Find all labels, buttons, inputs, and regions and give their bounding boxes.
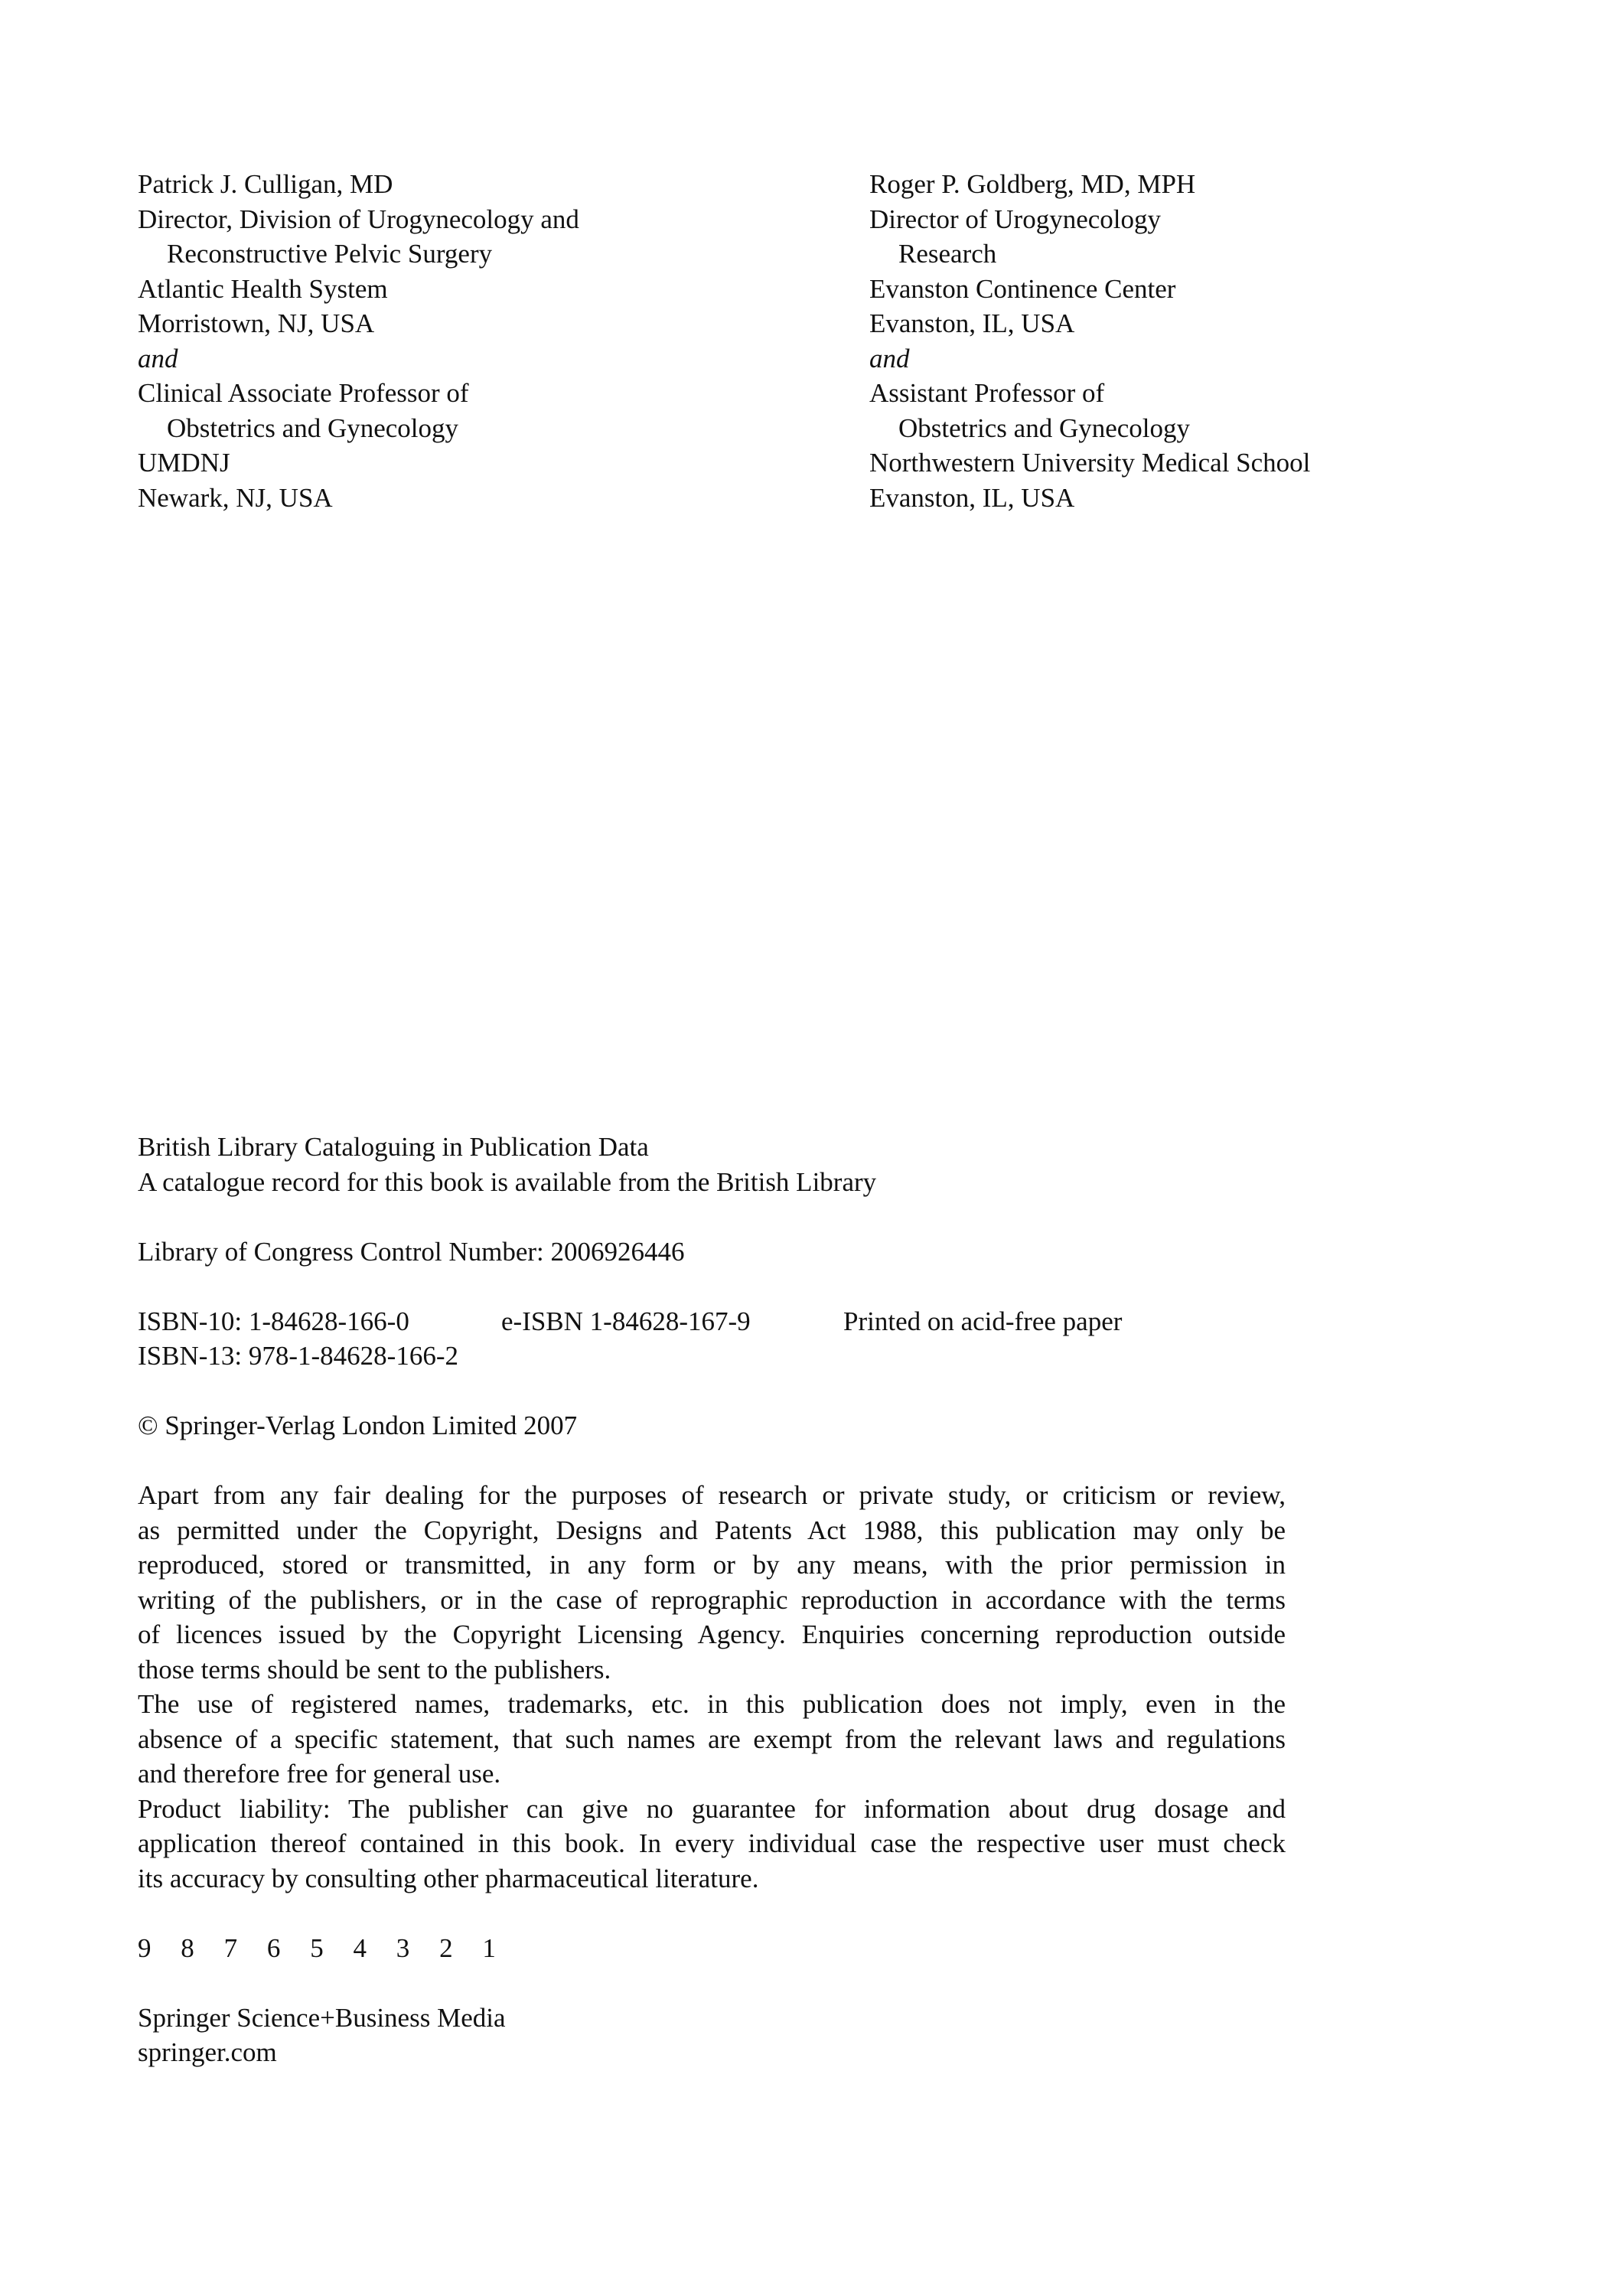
legal-line: those terms should be sent to the publishers. xyxy=(138,1654,611,1684)
author-left-line: Patrick J. Culligan, MD xyxy=(138,169,393,199)
legal-paragraph-liability xyxy=(138,1792,1286,1896)
imprint-block xyxy=(138,1130,1286,2070)
legal-line: and therefore free for general use. xyxy=(138,1759,501,1789)
publisher-url: springer.com xyxy=(138,2037,277,2067)
isbn-10: ISBN-10: 1-84628-166-0 xyxy=(138,1306,409,1336)
legal-paragraph-trademarks xyxy=(138,1687,1286,1792)
acid-free-paper-note: Printed on acid-free paper xyxy=(843,1306,1123,1336)
printing-digit: 4 xyxy=(353,1932,367,1963)
author-right-line: Evanston, IL, USA xyxy=(869,308,1075,338)
printing-digit: 1 xyxy=(482,1932,496,1963)
legal-line: of licences issued by the Copyright Licensing Agency. Enquiries concerning reproduction outside xyxy=(138,1619,1286,1649)
author-right-line: and xyxy=(869,343,910,373)
author-left-line: Clinical Associate Professor of xyxy=(138,378,469,408)
author-left xyxy=(138,167,579,515)
printing-digit: 5 xyxy=(310,1932,324,1963)
author-left-line: Director, Division of Urogynecology and xyxy=(138,204,579,234)
loc-control-number: Library of Congress Control Number: 2006926446 xyxy=(138,1236,685,1267)
author-right-line: Director of Urogynecology xyxy=(869,204,1161,234)
author-left-line: Morristown, NJ, USA xyxy=(138,308,375,338)
author-right-line: Roger P. Goldberg, MD, MPH xyxy=(869,169,1196,199)
author-left-line: Newark, NJ, USA xyxy=(138,482,333,513)
printing-line xyxy=(138,1931,1286,1966)
legal-line: reproduced, stored or transmitted, in any form or by any means, with the prior permission in xyxy=(138,1550,1286,1580)
author-left-line: Atlantic Health System xyxy=(138,273,388,304)
legal-line: absence of a specific statement, that such names are exempt from the relevant laws and regulations xyxy=(138,1724,1286,1754)
printing-digit: 7 xyxy=(223,1932,238,1963)
legal-paragraph-rights xyxy=(138,1478,1286,1687)
legal-line: writing of the publishers, or in the case of reprographic reproduction in accordance with the terms xyxy=(138,1584,1286,1615)
legal-line: The use of registered names, trademarks, etc. in this publication does not imply, even in the xyxy=(138,1689,1286,1719)
isbn-row xyxy=(138,1304,1286,1339)
printing-digit: 8 xyxy=(181,1932,194,1963)
printing-digit: 6 xyxy=(266,1932,281,1963)
legal-line: application thereof contained in this book. In every individual case the respective user must check xyxy=(138,1828,1286,1858)
author-left-line: Reconstructive Pelvic Surgery xyxy=(167,239,493,269)
author-left-line: UMDNJ xyxy=(138,448,230,478)
author-left-line: Obstetrics and Gynecology xyxy=(167,413,459,443)
cataloguing-record: A catalogue record for this book is available from the British Library xyxy=(138,1166,877,1197)
legal-line: Product liability: The publisher can give no guarantee for information about drug dosage and xyxy=(138,1793,1286,1824)
printing-digit: 9 xyxy=(138,1932,152,1963)
author-right-line: Obstetrics and Gynecology xyxy=(898,413,1191,443)
isbn-13: ISBN-13: 978-1-84628-166-2 xyxy=(138,1341,458,1371)
printing-digit: 2 xyxy=(439,1932,453,1963)
e-isbn: e-ISBN 1-84628-167-9 xyxy=(501,1306,751,1336)
author-right-line: Northwestern University Medical School xyxy=(869,448,1311,478)
author-right-line: Research xyxy=(898,239,997,269)
printing-digit: 3 xyxy=(396,1932,410,1963)
author-left-line: and xyxy=(138,343,178,373)
legal-line: as permitted under the Copyright, Designs and Patents Act 1988, this publication may only be xyxy=(138,1515,1286,1545)
author-right-line: Evanston Continence Center xyxy=(869,273,1176,304)
cataloguing-heading: British Library Cataloguing in Publication Data xyxy=(138,1132,649,1162)
author-right-line: Assistant Professor of xyxy=(869,378,1105,408)
author-right xyxy=(869,167,1310,515)
author-right-line: Evanston, IL, USA xyxy=(869,482,1075,513)
legal-line: Apart from any fair dealing for the purposes of research or private study, or criticism or review, xyxy=(138,1480,1286,1510)
copyright-notice: © Springer-Verlag London Limited 2007 xyxy=(138,1411,578,1440)
publisher-name: Springer Science+Business Media xyxy=(138,2002,506,2033)
legal-line: its accuracy by consulting other pharmaceutical literature. xyxy=(138,1863,759,1893)
